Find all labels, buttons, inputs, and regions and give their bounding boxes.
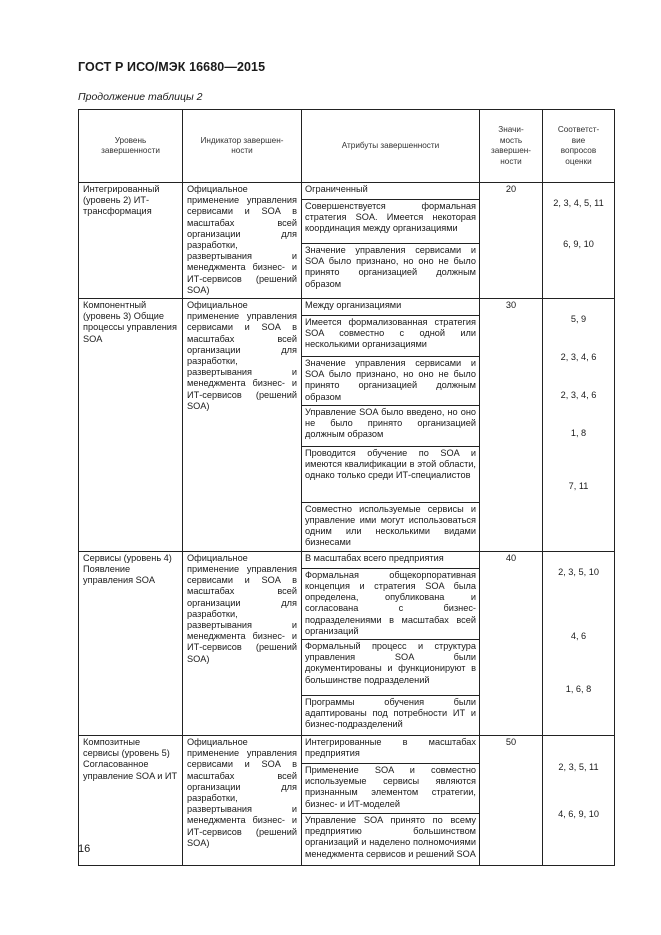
table-row bbox=[79, 299, 615, 552]
maturity-value: 50 bbox=[505, 737, 517, 748]
level-cell bbox=[79, 551, 183, 735]
attribute-item: Совершенствуется формальная стратегия SOA. Имеется некоторая координация между организациями bbox=[302, 200, 479, 244]
table-row bbox=[79, 551, 615, 735]
attribute-item: Управление SOA принято по всему предприятию большинством организаций и наделено полномочиями менеджмента сервисов и решений SOA bbox=[305, 815, 476, 859]
attribute-item: Проводится обучение по SOA и имеются квалификации в этой области, однако только среди ИТ-специалистов bbox=[302, 447, 479, 503]
page-number: 16 bbox=[78, 843, 91, 855]
indicator-text: Официальное применение управления сервисами и SOA в масштабах всей организации для разработки, развертывания и менеджмента бизнес- и ИТ-сервисов (решений SOA) bbox=[187, 737, 297, 848]
question-refs: 4, 6 bbox=[570, 630, 587, 641]
attribute-item: Имеется формализованная стратегия SOA совместно с одной или несколькими организациями bbox=[302, 316, 479, 357]
col-header-value: Значи- мость завершен- ности bbox=[480, 110, 543, 183]
question-refs: 2, 3, 4, 5, 11 bbox=[553, 198, 604, 208]
attributes-cell bbox=[302, 183, 480, 299]
value-cell bbox=[480, 551, 543, 735]
attribute-item: Интегрированные в масштабах предприятия bbox=[302, 736, 479, 764]
col-header-attributes: Атрибуты завершенности bbox=[302, 110, 480, 183]
question-refs: 2, 3, 4, 6 bbox=[560, 390, 597, 401]
table-header-row bbox=[79, 110, 615, 183]
questions-cell bbox=[543, 736, 615, 866]
attributes-cell bbox=[302, 299, 480, 552]
maturity-table bbox=[78, 109, 615, 866]
attribute-item: Формальный процесс и структура управления SOA были документированы и функционируют в большинстве подразделений bbox=[302, 640, 479, 696]
table-row bbox=[79, 183, 615, 299]
indicator-cell bbox=[183, 299, 302, 552]
table-continuation-caption: Продолжение таблицы 2 bbox=[78, 91, 203, 103]
attributes-cell bbox=[302, 551, 480, 735]
value-cell bbox=[480, 183, 543, 299]
level-cell bbox=[79, 299, 183, 552]
indicator-text: Официальное применение управления сервисами и SOA в масштабах всей организации для разработки, развертывания и менеджмента бизнес- и ИТ-сервисов (решений SOA) bbox=[187, 184, 297, 295]
level-cell bbox=[79, 736, 183, 866]
maturity-value: 20 bbox=[505, 184, 517, 194]
level-text: Композитные сервисы (уровень 5) Согласованное управление SOA и ИТ bbox=[83, 737, 178, 781]
maturity-value: 30 bbox=[505, 300, 517, 311]
attribute-item: Ограниченный bbox=[302, 183, 479, 200]
question-refs: 5, 9 bbox=[570, 314, 587, 325]
document-title: ГОСТ Р ИСО/МЭК 16680—2015 bbox=[78, 60, 266, 74]
attribute-item: Значение управления сервисами и SOA было признано, но оно не было принято организацией должным образом bbox=[305, 245, 476, 289]
question-refs: 2, 3, 5, 10 bbox=[558, 566, 599, 577]
question-refs: 2, 3, 4, 6 bbox=[560, 352, 597, 363]
attribute-item: Значение управления сервисами и SOA было признано, но оно не было принято организацией должным образом bbox=[302, 357, 479, 406]
questions-cell bbox=[543, 183, 615, 299]
value-cell bbox=[480, 736, 543, 866]
indicator-cell bbox=[183, 183, 302, 299]
attribute-item: Формальная общекорпоративная концепция и стратегия SOA была определена, опубликована и согласована с бизнес-подразделениями в масштабах всей организаций bbox=[302, 569, 479, 640]
col-header-questions: Соответст- вие вопросов оценки bbox=[543, 110, 615, 183]
attribute-item: В масштабах всего предприятия bbox=[302, 552, 479, 569]
questions-cell bbox=[543, 299, 615, 552]
question-refs: 4, 6, 9, 10 bbox=[558, 809, 599, 820]
attribute-item: Управление SOA было введено, но оно не было принято организацией должным образом bbox=[302, 406, 479, 447]
attributes-cell bbox=[302, 736, 480, 866]
indicator-text: Официальное применение управления сервисами и SOA в масштабах всей организации для разработки, развертывания и менеджмента бизнес- и ИТ-сервисов (решений SOA) bbox=[187, 300, 297, 411]
indicator-cell bbox=[183, 736, 302, 866]
question-refs: 6, 9, 10 bbox=[563, 239, 594, 249]
indicator-cell bbox=[183, 551, 302, 735]
attribute-item: Совместно используемые сервисы и управление ими могут использоваться одним или несколькими видами бизнесами bbox=[305, 503, 476, 548]
col-header-indicator: Индикатор завершен- ности bbox=[183, 110, 302, 183]
attribute-item: Применение SOA и совместно используемые сервисы являются признанным элементом стратегии, бизнес- и ИТ-моделей bbox=[302, 764, 479, 814]
table-row bbox=[79, 736, 615, 866]
value-cell bbox=[480, 299, 543, 552]
question-refs: 2, 3, 5, 11 bbox=[558, 762, 599, 773]
attribute-item: Между организациями bbox=[302, 299, 479, 316]
level-cell bbox=[79, 183, 183, 299]
maturity-value: 40 bbox=[505, 552, 517, 563]
question-refs: 7, 11 bbox=[568, 481, 589, 492]
level-text: Компонентный (уровень 3) Общие процессы управления SOA bbox=[83, 300, 177, 344]
level-text: Сервисы (уровень 4) Появление управления SOA bbox=[83, 552, 172, 586]
attribute-item: Программы обучения были адаптированы под потребности ИТ и бизнес-подразделений bbox=[305, 697, 476, 730]
questions-cell bbox=[543, 551, 615, 735]
col-header-level: Уровень завершенности bbox=[79, 110, 183, 183]
question-refs: 1, 6, 8 bbox=[565, 683, 592, 694]
question-refs: 1, 8 bbox=[570, 428, 587, 439]
level-text: Интегрированный (уровень 2) ИТ-трансформация bbox=[83, 184, 160, 217]
indicator-text: Официальное применение управления сервисами и SOA в масштабах всей организации для разработки, развертывания и менеджмента бизнес- и ИТ-сервисов (решений SOA) bbox=[187, 552, 297, 664]
